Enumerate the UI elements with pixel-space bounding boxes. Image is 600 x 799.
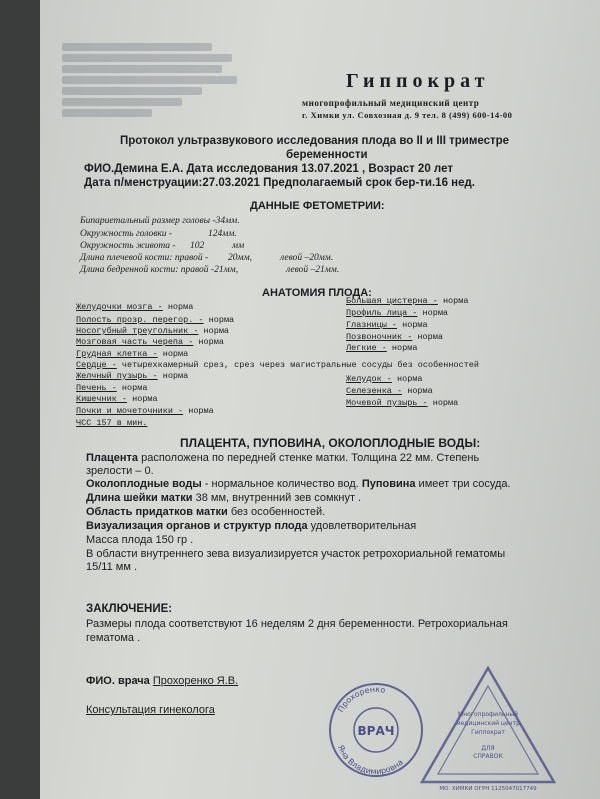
fetal-mass-line: Масса плода 150 гр . [86,534,194,546]
placenta-heading: ПЛАЦЕНТА, ПУПОВИНА, ОКОЛОПЛОДНЫЕ ВОДЫ: [180,436,481,450]
anatomy-right-item: Профиль лица - норма [346,308,449,318]
cervix-line: Длина шейки матки 38 мм, внутренний зев сомкнут . [86,492,362,504]
clinic-type: многопрофильный медицинский центр [302,98,480,108]
anatomy-left-item: Почки и мочеточники - норма [76,406,214,416]
humerus-left: левой –20мм. [280,253,334,263]
stamp-ring-top: Прохоренко [336,684,387,714]
placenta-maturity: зрелости – 0. [86,465,154,477]
stamp-tri-line: СПРАВОК [473,753,503,760]
anatomy-left-item: Желчный пузырь - норма [76,371,189,381]
stamp-tri-line: ДЛЯ [481,745,495,752]
hematoma-size: 15/11 мм . [86,561,138,573]
abd-circ-label: Окружность живота - [80,241,176,251]
abd-circ-value: 102 [190,241,205,251]
femur-left: левой –21мм. [286,265,340,275]
clinic-stamp [418,664,558,794]
heart-rate: ЧСС 157 в мин. [76,418,148,428]
protocol-title-2: беременности [286,149,368,161]
anatomy-left-item: Полость прозр. перегор. - норма [76,315,235,325]
anatomy-right-item: Селезенка - норма [346,386,433,396]
head-circ-label: Окружность головки - [80,229,173,239]
head-circ-value: 124мм. [208,229,237,239]
conclusion-heading: ЗАКЛЮЧЕНИЕ: [86,603,173,615]
anatomy-right-item: Легкие - норма [346,343,418,353]
adnexa-line: Область придатков матки без особенностей. [86,506,326,518]
fetometry-heading: ДАННЫЕ ФЕТОМЕТРИИ: [250,200,385,212]
document-page [40,0,600,799]
doctor-line: ФИО. врача Прохоренко Я.В. [86,675,239,687]
anatomy-right-item: Желудок - норма [346,374,423,384]
anatomy-left-item: Мозговая часть черепа - норма [76,337,224,347]
anatomy-right-item: Глазницы - норма [346,320,428,330]
clinic-name: Гиппократ [346,70,490,92]
anatomy-right-item: Большая цистерна - норма [346,296,469,306]
conclusion-line: Размеры плода соответствуют 16 неделям 2 дня беременности. Ретрохориальная [86,618,508,630]
doctor-stamp [326,680,426,780]
anatomy-heart-item: Сердце - четырехкамерный срез, срез через магистральные сосуды без особенностей [76,360,479,370]
stamp-ring-bottom: Яна Владимировна [336,743,405,777]
anatomy-right-item: Мочевой пузырь - норма [346,398,459,408]
anatomy-left-item: Грудная клетка - норма [76,349,189,359]
abd-circ-unit: мм [232,241,245,251]
placenta-line: Плацента расположена по передней стенке матки. Толщина 22 мм. Степень [86,452,480,464]
anatomy-left-item: Кишечник - норма [76,394,158,404]
stamp-tri-line: Гиппократ [471,729,505,736]
stamp-tri-line: медицинский центр [456,720,520,727]
hematoma-line: В области внутреннего зева визуализируется участок ретрохориальной гематомы [86,548,506,560]
humerus-label: Длина плечевой кости: правой - [80,253,209,263]
visualization-line: Визуализация органов и структур плода удовлетворительная [86,520,417,532]
consult-line: Консультация гинеколога [86,704,215,716]
anatomy-left-item: Печень - норма [76,383,148,393]
femur-label: Длина бедренной кости: правой -21мм, [80,265,239,275]
bpd-line: Бипариетальный размер головы -34мм. [80,216,240,226]
anatomy-left-item: Носогубный треугольник - норма [76,326,230,336]
humerus-right: 20мм, [228,253,253,263]
amniotic-line: Околоплодные воды - нормальное количество вод. Пуповина имеет три сосуда. [86,478,511,490]
clinic-address: г. Химки ул. Совхозная д. 9 тел. 8 (499) 600-14-00 [302,110,513,120]
lmp-line: Дата п/менструации:27.03.2021 Предполагаемый срок бер-ти.16 нед. [84,177,475,189]
faded-stamp-block [62,40,252,122]
anatomy-left-item: Желудочки мозга - норма [76,302,194,312]
anatomy-right-item: Позвоночник - норма [346,332,443,342]
anatomy-heading: АНАТОМИЯ ПЛОДА: [262,287,372,299]
conclusion-line-2: гематома . [86,632,141,644]
stamp-center-text: ВРАЧ [357,724,395,738]
patient-line: ФИО.Демина Е.А. Дата исследования 13.07.2021 , Возраст 20 лет [84,163,453,175]
stamp-tri-bottom: МО. ХИМКИ ОГРН 1125047017749 [439,786,537,792]
protocol-title: Протокол ультразвукового исследования плода во II и III триместре [120,135,510,147]
stamp-tri-line: Многопрофильный [458,711,518,718]
